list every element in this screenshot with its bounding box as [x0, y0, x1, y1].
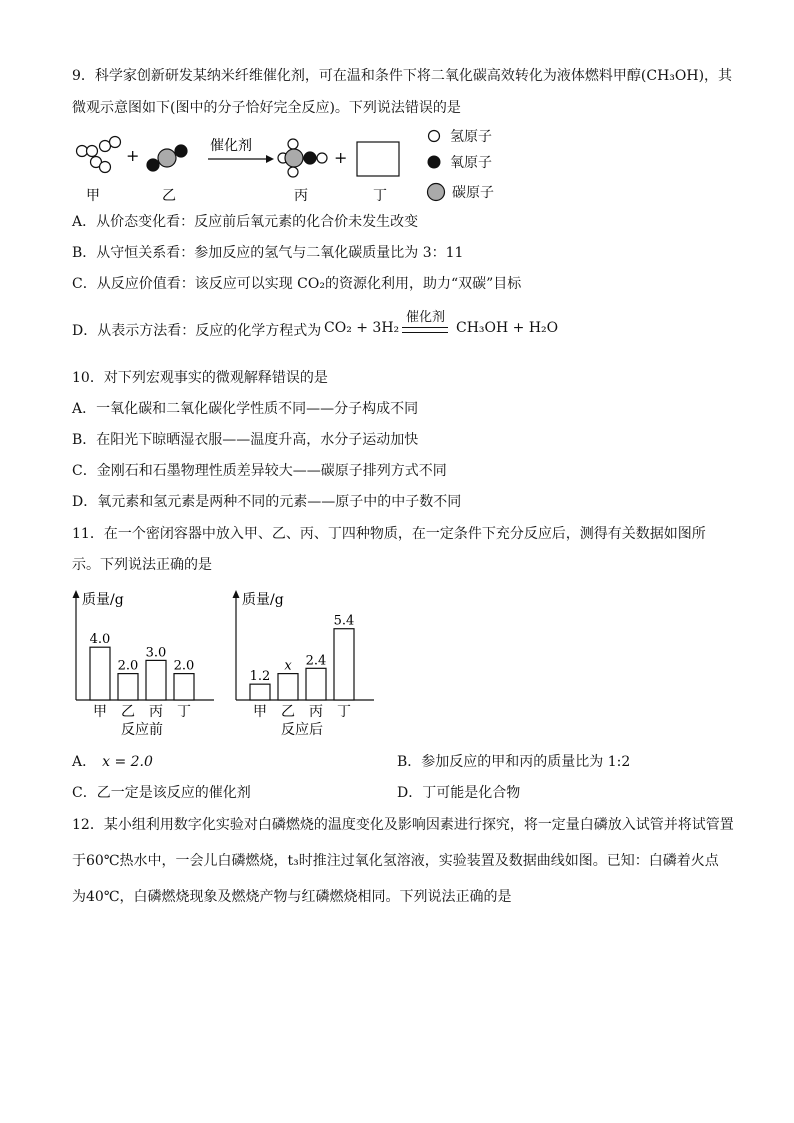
- hydrogen-molecules-icon: [77, 137, 121, 173]
- q9-stem-line1: 9．科学家创新研发某纳米纤维催化剂，可在温和条件下将二氧化碳高效转化为液体燃料甲醇(CH₃OH)，其: [72, 68, 733, 84]
- after-bar-丙: [306, 668, 326, 700]
- q12-line2: 于60℃热水中，一会儿白磷燃烧，t₃时推注过氧化氢溶液，实验装置及数据曲线如图。已知：白磷着火点: [72, 853, 719, 869]
- q9-option-b: B．从守恒关系看：参加反应的氢气与二氧化碳质量比为 3：11: [72, 245, 464, 261]
- mass-bar-charts: [66, 588, 386, 738]
- legend-hydrogen: [426, 124, 492, 148]
- before-data-label-乙: 2.0: [117, 658, 139, 674]
- equation-catalyst: 催化剂: [406, 310, 446, 325]
- q9-option-c: C．从反应价值看：该反应可以实现 CO₂的资源化利用，助力“双碳”目标: [72, 276, 522, 292]
- methanol-molecule-icon: [278, 139, 327, 177]
- q10-stem: 10．对下列宏观事实的微观解释错误的是: [72, 370, 328, 386]
- after-data-label-丙: 2.4: [305, 653, 327, 669]
- equation-equals-sign: [402, 327, 448, 333]
- q11-option-a-expr: x = 2.0: [102, 754, 153, 770]
- label-jia: 甲: [86, 188, 100, 204]
- q9-option-a: A．从价态变化看：反应前后氧元素的化合价未发生改变: [72, 214, 419, 230]
- gray-circle-icon: [426, 182, 446, 202]
- before-bar-乙: [118, 674, 138, 700]
- q10-option-c: C．金刚石和石墨物理性质差异较大——碳原子排列方式不同: [72, 463, 447, 479]
- before-chart-title: 反应前: [121, 722, 163, 738]
- after-tick-label-丁: 丁: [337, 704, 351, 720]
- legend-carbon: [426, 180, 494, 204]
- legend-carbon-label: 碳原子: [452, 185, 494, 201]
- after-tick-label-乙: 乙: [281, 704, 295, 720]
- plus-sign-1: +: [126, 146, 140, 165]
- before-tick-label-乙: 乙: [121, 704, 135, 720]
- catalyst-label: 催化剂: [210, 138, 252, 154]
- q11-stem-line1: 11．在一个密闭容器中放入甲、乙、丙、丁四种物质，在一定条件下充分反应后，测得有关数据如图所: [72, 526, 706, 542]
- atom-legend: [426, 124, 536, 208]
- q11-stem-line2: 示。下列说法正确的是: [72, 557, 212, 573]
- equation-reactants: CO₂ + 3H₂: [324, 320, 400, 336]
- before-y-axis-label: 质量/g: [82, 592, 124, 608]
- after-bar-丁: [334, 629, 354, 700]
- q9-option-d-text: D．从表示方法看：反应的化学方程式为: [72, 323, 322, 339]
- before-tick-label-丁: 丁: [177, 704, 191, 720]
- legend-oxygen-label: 氧原子: [450, 155, 492, 171]
- label-yi: 乙: [162, 188, 176, 204]
- after-tick-label-丙: 丙: [309, 704, 323, 720]
- q11-option-d: D．丁可能是化合物: [397, 785, 521, 801]
- after-bar-乙: [278, 674, 298, 700]
- label-bing: 丙: [294, 188, 308, 204]
- q11-option-a-label: A．: [72, 754, 97, 770]
- after-data-label-甲: 1.2: [249, 669, 271, 685]
- reaction-arrow-icon: [208, 155, 274, 163]
- white-circle-icon: [426, 128, 442, 144]
- after-data-label-丁: 5.4: [333, 613, 355, 629]
- plus-sign-2: +: [334, 148, 348, 167]
- co2-molecule-icon: [147, 145, 187, 171]
- after-chart-title: 反应后: [281, 722, 323, 738]
- after-tick-label-甲: 甲: [253, 704, 267, 720]
- after-y-axis-label: 质量/g: [242, 592, 284, 608]
- q11-option-b: B．参加反应的甲和丙的质量比为 1:2: [397, 754, 631, 770]
- before-y-axis-arrow-icon: [73, 590, 80, 598]
- before-bar-丙: [146, 660, 166, 700]
- q12-line1: 12．某小组利用数字化实验对白磷燃烧的温度变化及影响因素进行探究，将一定量白磷放入试管并将试管置: [72, 817, 734, 833]
- before-bar-丁: [174, 674, 194, 700]
- equation-products: CH₃OH + H₂O: [456, 320, 559, 336]
- after-data-label-乙: x: [284, 658, 292, 674]
- after-y-axis-arrow-icon: [233, 590, 240, 598]
- before-tick-label-丙: 丙: [149, 704, 163, 720]
- q11-option-c: C．乙一定是该反应的催化剂: [72, 785, 251, 801]
- after-bar-甲: [250, 684, 270, 700]
- before-data-label-丙: 3.0: [145, 645, 167, 661]
- legend-hydrogen-label: 氢原子: [450, 129, 492, 145]
- q11-option-a: [72, 752, 153, 772]
- legend-oxygen: [426, 150, 492, 174]
- before-data-label-甲: 4.0: [89, 632, 111, 648]
- unknown-product-box: [357, 142, 399, 176]
- q9-stem-line2: 微观示意图如下(图中的分子恰好完全反应)。下列说法错误的是: [72, 100, 461, 116]
- before-tick-label-甲: 甲: [93, 704, 107, 720]
- before-bar-甲: [90, 647, 110, 700]
- q12-line3: 为40℃，白磷燃烧现象及燃烧产物与红磷燃烧相同。下列说法正确的是: [72, 889, 512, 905]
- before-data-label-丁: 2.0: [173, 658, 195, 674]
- black-circle-icon: [426, 154, 442, 170]
- q10-option-a: A．一氧化碳和二氧化碳化学性质不同——分子构成不同: [72, 401, 419, 417]
- q10-option-d: D．氧元素和氢元素是两种不同的元素——原子中的中子数不同: [72, 494, 462, 510]
- label-ding: 丁: [373, 188, 387, 204]
- q10-option-b: B．在阳光下晾晒湿衣服——温度升高，水分子运动加快: [72, 432, 419, 448]
